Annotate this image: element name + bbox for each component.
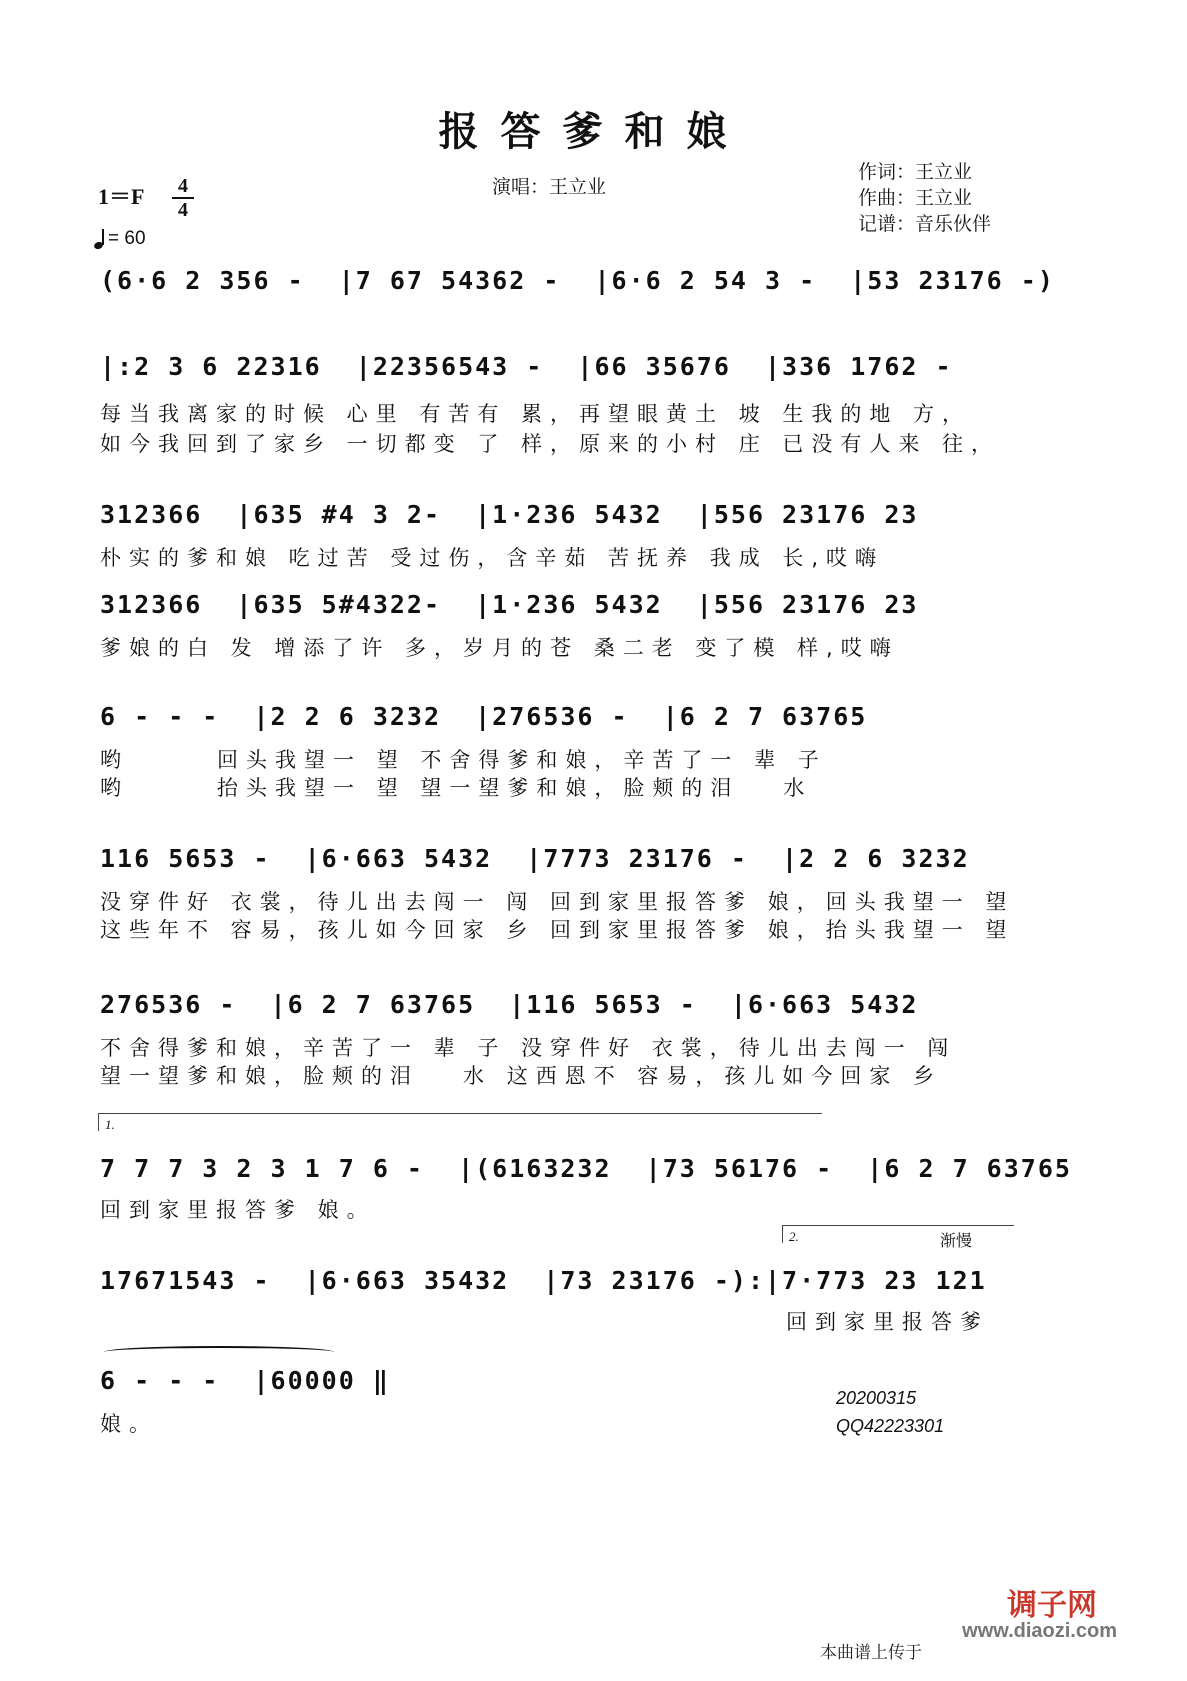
watermark-url: www.diaozi.com [962,1620,1117,1642]
lyric-verse-1: 哟 回头我望一 望 不舍得爹和娘，辛苦了一 辈 子 [100,748,827,772]
notes-line: 6 - - - |60000 ‖ [100,1366,390,1395]
score-row-intro [0,262,1187,322]
lyric-line: 回到家里报答爹 娘。 [100,1198,376,1222]
lyric-verse-1: 不舍得爹和娘，辛苦了一 辈 子 没穿件好 衣裳，待儿出去闯一 闯 [100,1036,957,1060]
score-row-1 [0,348,1187,456]
score-row-5 [0,840,1187,942]
lyric-verse-1: 没穿件好 衣裳，待儿出去闯一 闯 回到家里报答爹 娘，回头我望一 望 [100,890,1015,914]
volta-2-lyric: 回到家里报答爹 [786,1310,989,1334]
score-row-3 [0,586,1187,660]
watermark-note: 本曲谱上传于 [820,1643,922,1663]
notes-line: 6 - - - |2 2 6 3232 |276536 - |6 2 7 63765 [100,702,868,731]
notes-line: 276536 - |6 2 7 63765 |116 5653 - |6·663 5432 [100,990,919,1019]
lyric-verse-2: 这些年不 容易，孩儿如今回家 乡 回到家里报答爹 娘，抬头我望一 望 [100,918,1015,942]
watermark-site-name: 调子网 [1007,1589,1097,1622]
notes-line: 7 7 7 3 2 3 1 7 6 - |(6163232 |73 56176 - |6 2 7 63765 [100,1154,1072,1183]
lyric-verse-1: 每当我离家的时候 心里 有苦有 累，再望眼黄土 坡 生我的地 方， [100,402,972,426]
volta-2-bracket: 2. [782,1225,1014,1243]
tempo-marking [94,228,146,250]
time-signature-bottom: 4 [178,199,188,221]
lyricist-credit: 作词：王立业 [858,161,973,183]
lyric-verse-2: 如今我回到了家乡 一切都变 了 样，原来的小村 庄 已没有人来 往， [100,432,1001,456]
key-signature: 1＝F [98,184,145,209]
lyric-verse-2: 望一望爹和娘，脸颊的泪 水 这西恩不 容易，孩儿如今回家 乡 [100,1064,943,1088]
lyric-verse-1: 朴实的爹和娘 吃过苦 受过伤，含辛茹 苦抚养 我成 长,哎嗨 [100,546,885,570]
ritardando-marking: 渐慢 [940,1231,973,1250]
score-row-8 [0,1262,1187,1322]
notes-line: 17671543 - |6·663 35432 |73 23176 -):|7·773 23 121 [100,1266,987,1295]
lyric-verse-2: 爹娘的白 发 增添了许 多，岁月的苍 桑二老 变了模 样,哎嗨 [100,636,899,660]
score-row-2 [0,496,1187,570]
score-row-6 [0,986,1187,1088]
notes-line: |:2 3 6 22316 |22356543 - |66 35676 |336 1762 - [100,352,953,381]
notes-line: 116 5653 - |6·663 5432 |7773 23176 - |2 2 6 3232 [100,844,970,873]
singer-credit: 演唱：王立业 [492,176,607,198]
quarter-note-icon [94,229,104,249]
composer-credit: 作曲：王立业 [858,187,973,209]
volta-1-bracket: 1. [98,1113,822,1131]
notes-line: (6·6 2 356 - |7 67 54362 - |6·6 2 54 3 - |53 23176 -) [100,266,1055,295]
notes-line: 312366 |635 #4 3 2- |1·236 5432 |556 23176 23 [100,500,919,529]
time-signature-top: 4 [178,175,188,197]
lyric-verse-2: 哟 抬头我望一 望 望一望爹和娘，脸颊的泪 水 [100,776,813,800]
song-title: 报答爹和娘 [438,108,749,155]
tie-arc [104,1346,334,1358]
tempo-value: = 60 [108,228,146,249]
lyric-line: 娘。 [100,1412,158,1436]
notes-line: 312366 |635 5#4322- |1·236 5432 |556 23176 23 [100,590,919,619]
date-code: 20200315 [836,1388,917,1408]
score-row-7 [0,1150,1187,1222]
transcriber-credit: 记谱：音乐伙伴 [858,213,992,235]
qq-code: QQ42223301 [836,1416,945,1436]
score-row-4 [0,698,1187,800]
time-signature [172,176,194,220]
